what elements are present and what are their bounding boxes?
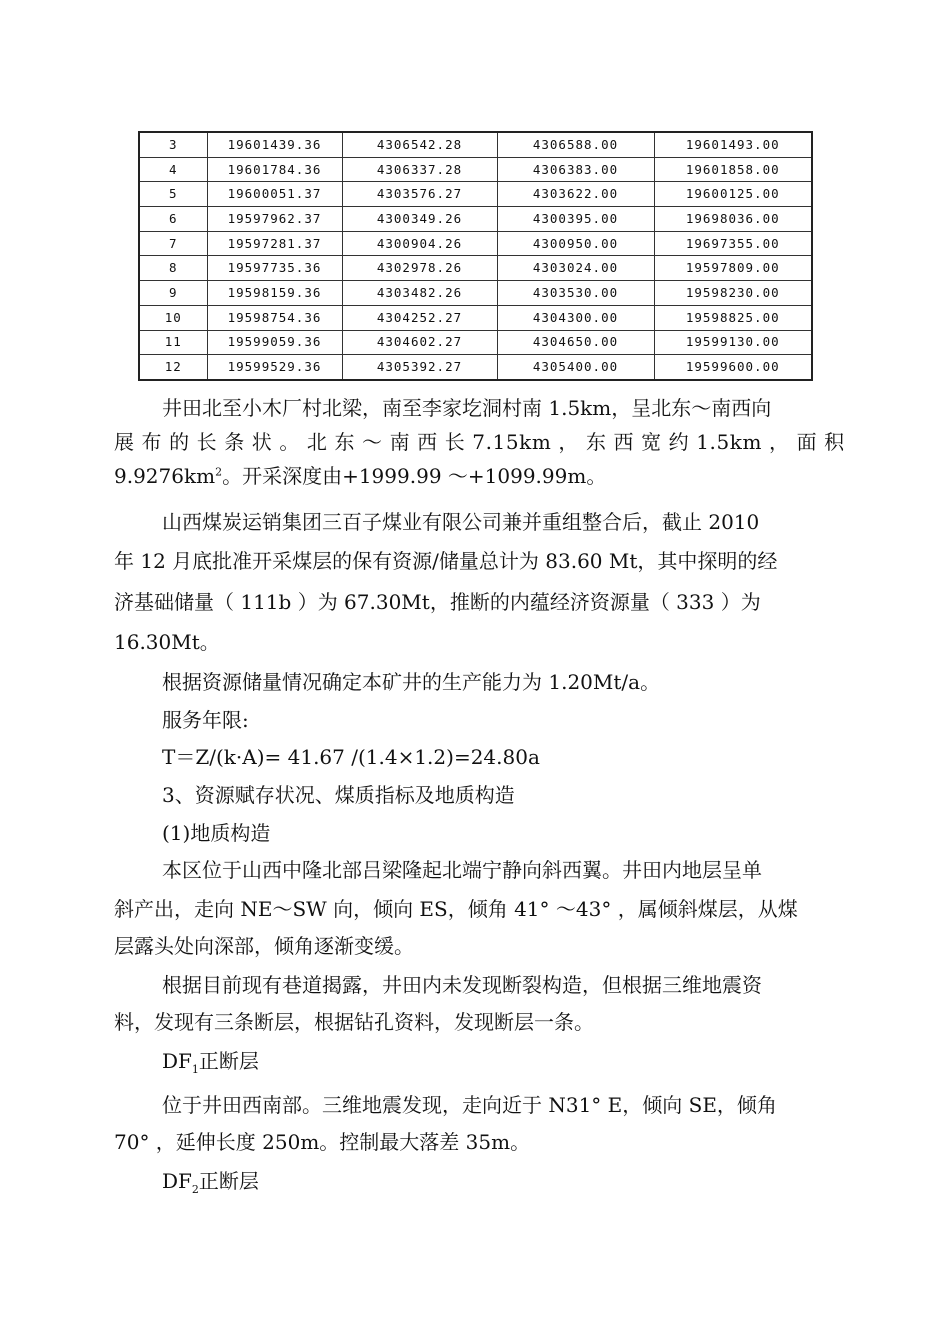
area-value: 9.9276km [114, 464, 216, 488]
table-cell: 4300904.26 [342, 231, 497, 256]
table-cell: 19597962.37 [207, 207, 342, 232]
depth-text: 。开采深度由+1999.99 ～+1099.99m。 [222, 464, 607, 488]
fault-df1-suffix: 正断层 [198, 1049, 259, 1073]
table-cell: 4306337.28 [342, 157, 497, 182]
table-row [139, 305, 812, 330]
table-cell: 19598754.36 [207, 305, 342, 330]
paragraph-structure-line-2: 斜产出，走向 NE～SW 向，倾向 ES，倾角 41° ～43° ，属倾斜煤层，从煤 [114, 897, 798, 921]
paragraph-extent-line-3 [114, 459, 606, 493]
fault-df2-prefix: DF [162, 1169, 192, 1193]
table-row [139, 231, 812, 256]
paragraph-df1-line-1: 位于井田西南部。三维地震发现，走向近于 N31° E，倾向 SE，倾角 [162, 1093, 777, 1117]
table-cell: 19597735.36 [207, 256, 342, 281]
table-cell: 4303024.00 [497, 256, 654, 281]
table-row [139, 132, 812, 157]
table-row [139, 207, 812, 232]
table-row [139, 157, 812, 182]
table-cell: 19698036.00 [654, 207, 812, 232]
table-cell: 4303530.00 [497, 281, 654, 306]
table-cell: 19599059.36 [207, 330, 342, 355]
table-row [139, 281, 812, 306]
section-heading-3: 3、资源赋存状况、煤质指标及地质构造 [162, 783, 515, 807]
fault-df2-suffix: 正断层 [198, 1169, 259, 1193]
paragraph-reserves-line-1: 山西煤炭运销集团三百子煤业有限公司兼并重组整合后，截止 2010 [162, 510, 760, 534]
table-cell: 11 [139, 330, 207, 355]
table-cell: 10 [139, 305, 207, 330]
table-cell: 19601784.36 [207, 157, 342, 182]
coordinate-table-body [139, 132, 812, 380]
paragraph-structure-line-3: 层露头处向深部，倾角逐渐变缓。 [114, 934, 414, 958]
service-life-formula: T＝Z/(k·A)= 41.67 /(1.4×1.2)=24.80a [162, 745, 540, 769]
table-cell: 19599130.00 [654, 330, 812, 355]
table-cell: 19598230.00 [654, 281, 812, 306]
table-cell: 4303622.00 [497, 182, 654, 207]
table-cell: 4305392.27 [342, 355, 497, 380]
fault-df1-subscript: 1 [191, 1063, 199, 1076]
table-cell: 19598159.36 [207, 281, 342, 306]
table-cell: 4306383.00 [497, 157, 654, 182]
table-cell: 12 [139, 355, 207, 380]
table-cell: 4300349.26 [342, 207, 497, 232]
table-cell: 19597809.00 [654, 256, 812, 281]
table-row [139, 182, 812, 207]
table-row [139, 330, 812, 355]
table-cell: 4 [139, 157, 207, 182]
table-cell: 4306542.28 [342, 132, 497, 157]
fault-df1-heading [162, 1044, 259, 1087]
table-cell: 4300950.00 [497, 231, 654, 256]
area-superscript: 2 [215, 465, 223, 479]
table-cell: 4304650.00 [497, 330, 654, 355]
paragraph-faults-line-2: 料，发现有三条断层，根据钻孔资料，发现断层一条。 [114, 1010, 594, 1034]
table-cell: 9 [139, 281, 207, 306]
table-cell: 5 [139, 182, 207, 207]
paragraph-extent-line-2: 展 布 的 长 条 状 。 北 东 ～ 南 西 长 7.15km ， 东 西 宽 约 1.5km ， 面 积 [114, 430, 845, 454]
table-cell: 19601493.00 [654, 132, 812, 157]
table-cell: 4306588.00 [497, 132, 654, 157]
paragraph-reserves-line-4: 16.30Mt。 [114, 630, 220, 654]
table-cell: 19601858.00 [654, 157, 812, 182]
table-cell: 7 [139, 231, 207, 256]
table-cell: 19601439.36 [207, 132, 342, 157]
table-cell: 4302978.26 [342, 256, 497, 281]
coordinate-table [138, 131, 813, 381]
table-row [139, 256, 812, 281]
table-cell: 3 [139, 132, 207, 157]
table-cell: 19697355.00 [654, 231, 812, 256]
paragraph-df1-line-2: 70° ，延伸长度 250m。控制最大落差 35m。 [114, 1130, 531, 1154]
table-cell: 19600051.37 [207, 182, 342, 207]
table-cell: 4304300.00 [497, 305, 654, 330]
table-cell: 4303482.26 [342, 281, 497, 306]
table-cell: 4304252.27 [342, 305, 497, 330]
table-cell: 6 [139, 207, 207, 232]
paragraph-reserves-line-3: 济基础储量（ 111b ）为 67.30Mt，推断的内蕴经济资源量（ 333 ）为 [114, 590, 761, 614]
table-cell: 4303576.27 [342, 182, 497, 207]
table-row [139, 355, 812, 380]
table-cell: 8 [139, 256, 207, 281]
paragraph-structure-line-1: 本区位于山西中隆北部吕梁隆起北端宁静向斜西翼。井田内地层呈单 [162, 858, 762, 882]
table-cell: 19599529.36 [207, 355, 342, 380]
table-cell: 19597281.37 [207, 231, 342, 256]
paragraph-extent-line-1: 井田北至小木厂村北梁，南至李家圪洞村南 1.5km，呈北东～南西向 [162, 396, 772, 420]
fault-df2-subscript: 2 [191, 1183, 199, 1196]
table-cell: 19599600.00 [654, 355, 812, 380]
fault-df2-heading [162, 1164, 259, 1207]
fault-df1-prefix: DF [162, 1049, 192, 1073]
table-cell: 19598825.00 [654, 305, 812, 330]
subsection-heading-geology: (1)地质构造 [162, 821, 271, 845]
table-cell: 4300395.00 [497, 207, 654, 232]
table-cell: 19600125.00 [654, 182, 812, 207]
paragraph-reserves-line-2: 年 12 月底批准开采煤层的保有资源/储量总计为 83.60 Mt，其中探明的经 [114, 549, 778, 573]
paragraph-capacity: 根据资源储量情况确定本矿井的生产能力为 1.20Mt/a。 [162, 670, 661, 694]
paragraph-service-life-label: 服务年限: [162, 708, 249, 732]
paragraph-faults-line-1: 根据目前现有巷道揭露，井田内未发现断裂构造，但根据三维地震资 [162, 973, 762, 997]
table-cell: 4304602.27 [342, 330, 497, 355]
table-cell: 4305400.00 [497, 355, 654, 380]
